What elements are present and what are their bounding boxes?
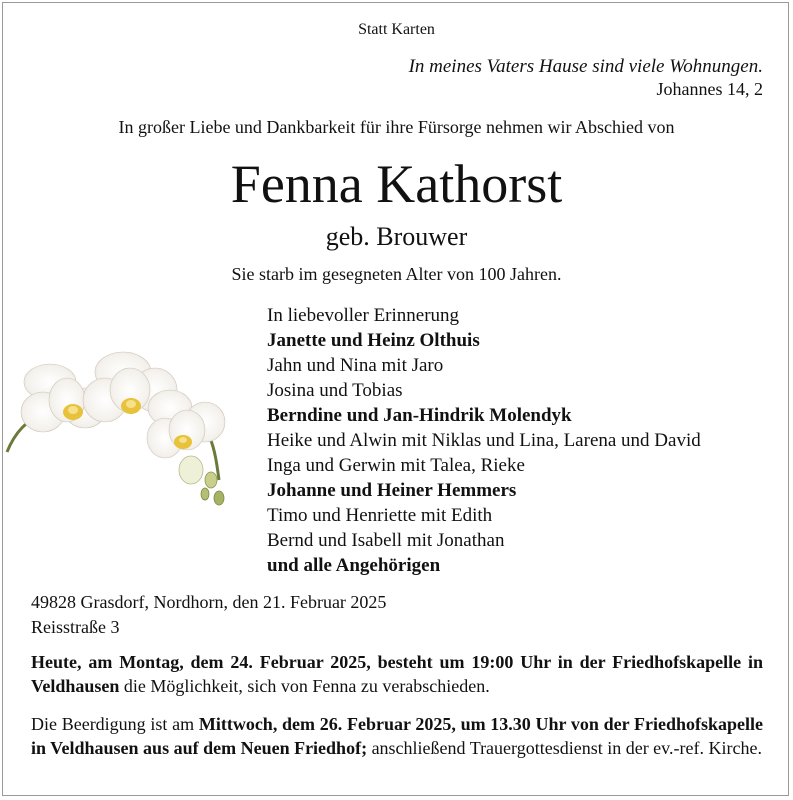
bible-verse-reference: Johannes 14, 2 bbox=[656, 79, 763, 99]
mourner-line: Johanne und Heiner Hemmers bbox=[267, 480, 517, 501]
farewell-notice bbox=[31, 650, 763, 698]
mourner-line: Josina und Tobias bbox=[267, 380, 403, 401]
mourner-line: Jahn und Nina mit Jaro bbox=[267, 355, 444, 376]
mourner-line: und alle Angehörigen bbox=[267, 555, 441, 576]
birth-name: geb. Brouwer bbox=[325, 222, 468, 251]
orchid-image bbox=[5, 350, 235, 510]
intro-text: In großer Liebe und Dankbarkeit für ihre Fürsorge nehmen wir Abschied von bbox=[118, 117, 675, 137]
deceased-name: Fenna Kathorst bbox=[230, 154, 563, 214]
statt-karten-label: Statt Karten bbox=[358, 21, 435, 38]
funeral-bold-text: Mittwoch, dem 26. Februar 2025, um 13.30 Uhr von der Friedhofskapelle in Veldhausen aus auf dem Neuen Friedhof; bbox=[31, 714, 764, 758]
mourner-line: Inga und Gerwin mit Talea, Rieke bbox=[267, 455, 525, 476]
mourner-line: Timo und Henriette mit Edith bbox=[267, 505, 493, 526]
mourners-list bbox=[267, 303, 701, 578]
bible-verse: In meines Vaters Hause sind viele Wohnungen. bbox=[408, 56, 763, 77]
farewell-bold-text: Heute, am Montag, dem 24. Februar 2025, besteht um 19:00 Uhr in der Friedhofskapelle in Veldhausen bbox=[31, 652, 763, 696]
age-line: Sie starb im gesegneten Alter von 100 Jahren. bbox=[231, 264, 562, 284]
funeral-notice bbox=[31, 712, 763, 760]
mourner-line: Heike und Alwin mit Niklas und Lina, Larena und David bbox=[267, 430, 701, 451]
mourner-line: Bernd und Isabell mit Jonathan bbox=[267, 530, 505, 551]
mourner-line: Berndine und Jan-Hindrik Molendyk bbox=[267, 405, 572, 426]
funeral-text-intro: Die Beerdigung ist am bbox=[31, 714, 199, 734]
farewell-text: die Möglichkeit, sich von Fenna zu verabschieden. bbox=[119, 676, 490, 696]
place-date: 49828 Grasdorf, Nordhorn, den 21. Februar 2025 bbox=[31, 592, 387, 612]
mourner-line: In liebevoller Erinnerung bbox=[267, 305, 460, 326]
funeral-text-rest: anschließend Trauergottesdienst in der ev.-ref. Kirche. bbox=[367, 738, 762, 758]
mourner-line: Janette und Heinz Olthuis bbox=[267, 330, 480, 351]
street-address: Reisstraße 3 bbox=[31, 617, 120, 637]
